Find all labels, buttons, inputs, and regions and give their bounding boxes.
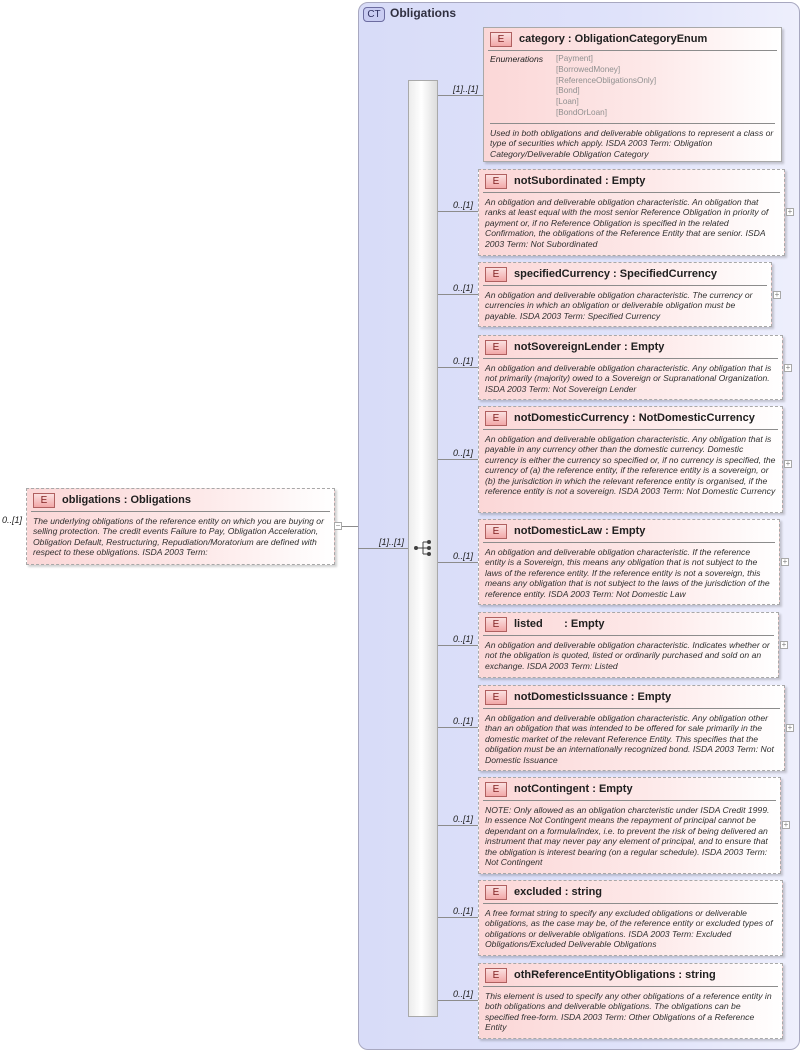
- connector-line: [342, 526, 358, 527]
- complex-type-title: Obligations: [390, 6, 456, 20]
- element-multiplicity: 0..[1]: [453, 356, 474, 366]
- element-description: A free format string to specify any excluded obligations or deliverable obligations, as the case may be, of the reference entity or excluded types of obligations or deliverable obligations. ISDA 2003 Term: Excluded Obligations/Excluded Deliverable Obligations: [485, 908, 773, 950]
- element-name: notDomesticLaw : Empty: [514, 525, 646, 537]
- expand-button[interactable]: +: [781, 640, 787, 649]
- complex-type-badge: CT: [363, 7, 385, 22]
- element-multiplicity: 0..[1]: [453, 551, 474, 561]
- element-description: NOTE: Only allowed as an obligation charcteristic under ISDA Credit 1999. In essence Not Contingent means the repayment of principal cannot be dependant on a formula/index, i.e. to prevent the risk of being delivered an instrument that may never pay any element of principal, and to ensure that the obligation is interest bearing (on a regular schedule). ISDA 2003 Term: Not Contingent: [485, 805, 770, 868]
- connector-line: [438, 294, 478, 295]
- element-description: An obligation and deliverable obligation characteristic. Indicates whether or not the obligation is quoted, listed or ordinarily purchased and sold on an exchange. ISDA 2003 Term: Listed: [485, 640, 770, 671]
- collapse-button[interactable]: −: [335, 521, 341, 530]
- root-element-obligations[interactable]: [26, 488, 335, 565]
- element-description: An obligation and deliverable obligation characteristic. An obligation that ranks at least equal with the most senior Reference Obligation in priority of payment or, if no Reference Obligation is specified in the related Confirmation, the obligations of the Reference Entity that are senior. ISDA 2003 Term: Not Subordinated: [485, 197, 769, 249]
- element-name: othReferenceEntityObligations : string: [514, 969, 716, 981]
- element-description: This element is used to specify any other obligations of a reference entity in both obligations and deliverable obligations. The obligations can be specified free-form. ISDA 2003 Term: Other Obligations of a Reference Entity: [485, 991, 772, 1033]
- element-name: excluded : string: [514, 886, 603, 898]
- element-name: notContingent : Empty: [514, 783, 633, 795]
- element-description: An obligation and deliverable obligation characteristic. Any obligation that is not primarily (majority) owed to a Sovereign or Supranational Organization. ISDA 2003 Term: Not Sovereign Lender: [485, 363, 772, 394]
- element-multiplicity: 0..[1]: [453, 200, 474, 210]
- element-name: specifiedCurrency : SpecifiedCurrency: [514, 268, 717, 280]
- connector-line: [358, 548, 408, 549]
- element-multiplicity: 0..[1]: [453, 634, 474, 644]
- element-notDomesticLaw[interactable]: [478, 519, 780, 605]
- element-name: listed : Empty: [514, 618, 605, 630]
- element-badge: E: [485, 968, 507, 983]
- expand-button[interactable]: +: [782, 557, 788, 566]
- category-multiplicity: [1]..[1]: [453, 84, 479, 94]
- expand-button[interactable]: +: [785, 363, 791, 372]
- element-badge: E: [485, 340, 507, 355]
- element-description: An obligation and deliverable obligation characteristic. Any obligation other than an obligation that was intended to be offered for sale primarily in the domestic market of the relevant Reference Entity. This specifies that the obligation must be an internationally recognized bond. ISDA 2003 Term: Not Domestic Issuance: [485, 713, 774, 765]
- element-multiplicity: 0..[1]: [453, 814, 474, 824]
- connector-line: [438, 917, 478, 918]
- element-category[interactable]: [483, 27, 782, 162]
- element-badge: E: [485, 267, 507, 282]
- element-badge: E: [485, 174, 507, 189]
- element-multiplicity: 0..[1]: [453, 906, 474, 916]
- enum-value: [Loan]: [556, 97, 579, 107]
- enum-value: [BondOrLoan]: [556, 107, 607, 117]
- element-name: notDomesticCurrency : NotDomesticCurrency: [514, 412, 755, 424]
- enum-value: [BorrowedMoney]: [556, 64, 621, 74]
- enum-value: [Payment]: [556, 54, 593, 63]
- element-notDomesticCurrency[interactable]: [478, 406, 783, 513]
- element-multiplicity: 0..[1]: [453, 448, 474, 458]
- connector-line: [438, 1000, 478, 1001]
- connector-line: [438, 367, 478, 368]
- enumerations-section: [490, 54, 775, 124]
- enumeration-values: [556, 54, 656, 119]
- expand-button[interactable]: +: [787, 207, 793, 216]
- element-name: notSubordinated : Empty: [514, 175, 646, 187]
- expand-button[interactable]: +: [785, 459, 791, 468]
- element-listed[interactable]: [478, 612, 779, 678]
- element-description: An obligation and deliverable obligation characteristic. Any obligation that is payable in any currency other than the domestic currency. Domestic currency is either the currency so specified or, if no currency is specified, the currency of (a) the reference entity, if the reference entity is a sovereign, or (b) the jurisdiction in which the relevant reference entity is organised, if the reference entity is not a sovereign. ISDA 2003 Term: Not Domestic Currency: [485, 434, 776, 497]
- element-multiplicity: 0..[1]: [453, 989, 474, 999]
- element-badge: E: [485, 690, 507, 705]
- enumerations-label: Enumerations: [490, 54, 544, 64]
- element-name: category : ObligationCategoryEnum: [519, 33, 708, 45]
- root-multiplicity: 0..[1]: [2, 515, 23, 525]
- connector-line: [438, 211, 478, 212]
- connector-line: [438, 727, 478, 728]
- element-name: obligations : Obligations: [62, 494, 191, 506]
- enum-value: [Bond]: [556, 86, 580, 96]
- element-badge: E: [485, 782, 507, 797]
- element-name: notSovereignLender : Empty: [514, 341, 665, 353]
- element-badge: E: [33, 493, 55, 508]
- element-name: notDomesticIssuance : Empty: [514, 691, 672, 703]
- expand-button[interactable]: +: [774, 290, 780, 299]
- element-badge: E: [485, 885, 507, 900]
- enum-value: [ReferenceObligationsOnly]: [556, 75, 657, 85]
- element-description: An obligation and deliverable obligation characteristic. The currency or currencies in which an obligation or deliverable obligation must be payable. ISDA 2003 Term: Specified Currency: [485, 290, 753, 321]
- element-notDomesticIssuance[interactable]: [478, 685, 785, 771]
- connector-line: [438, 95, 483, 96]
- element-badge: E: [485, 617, 507, 632]
- connector-line: [438, 825, 478, 826]
- element-description: An obligation and deliverable obligation characteristic. If the reference entity is a Sovereign, this means any obligation that is not subject to the laws of the reference entity. If the reference entity is not a sovereign, this means any obligation that is not subject to the laws of the jurisdiction of the reference entity. ISDA 2003 Term: Not Domestic Law: [485, 547, 770, 599]
- element-notContingent[interactable]: [478, 777, 781, 874]
- expand-button[interactable]: +: [787, 723, 793, 732]
- element-specifiedCurrency[interactable]: [478, 262, 772, 327]
- element-othReferenceEntityObligations[interactable]: [478, 963, 783, 1039]
- element-multiplicity: 0..[1]: [453, 283, 474, 293]
- element-notSubordinated[interactable]: [478, 169, 785, 256]
- element-multiplicity: 0..[1]: [453, 716, 474, 726]
- element-badge: E: [490, 32, 512, 47]
- expand-button[interactable]: +: [783, 820, 789, 829]
- element-badge: E: [485, 524, 507, 539]
- element-description: Used in both obligations and deliverable obligations to represent a class or type of securities which apply. ISDA 2003 Term: Obligation Category/Deliverable Obligation Category: [490, 127, 774, 159]
- sequence-icon: [413, 539, 433, 557]
- element-badge: E: [485, 411, 507, 426]
- element-notSovereignLender[interactable]: [478, 335, 783, 400]
- element-excluded[interactable]: [478, 880, 783, 956]
- sequence-multiplicity: [1]..[1]: [379, 537, 405, 547]
- connector-line: [438, 645, 478, 646]
- connector-line: [438, 459, 478, 460]
- element-description: The underlying obligations of the reference entity on which you are buying or selling protection. The credit events Failure to Pay, Obligation Acceleration, Obligation Default, Restructuring, Repudiation/Moratorium are defined with respect to these obligations. ISDA 2003 Term:: [33, 516, 324, 558]
- connector-line: [438, 562, 478, 563]
